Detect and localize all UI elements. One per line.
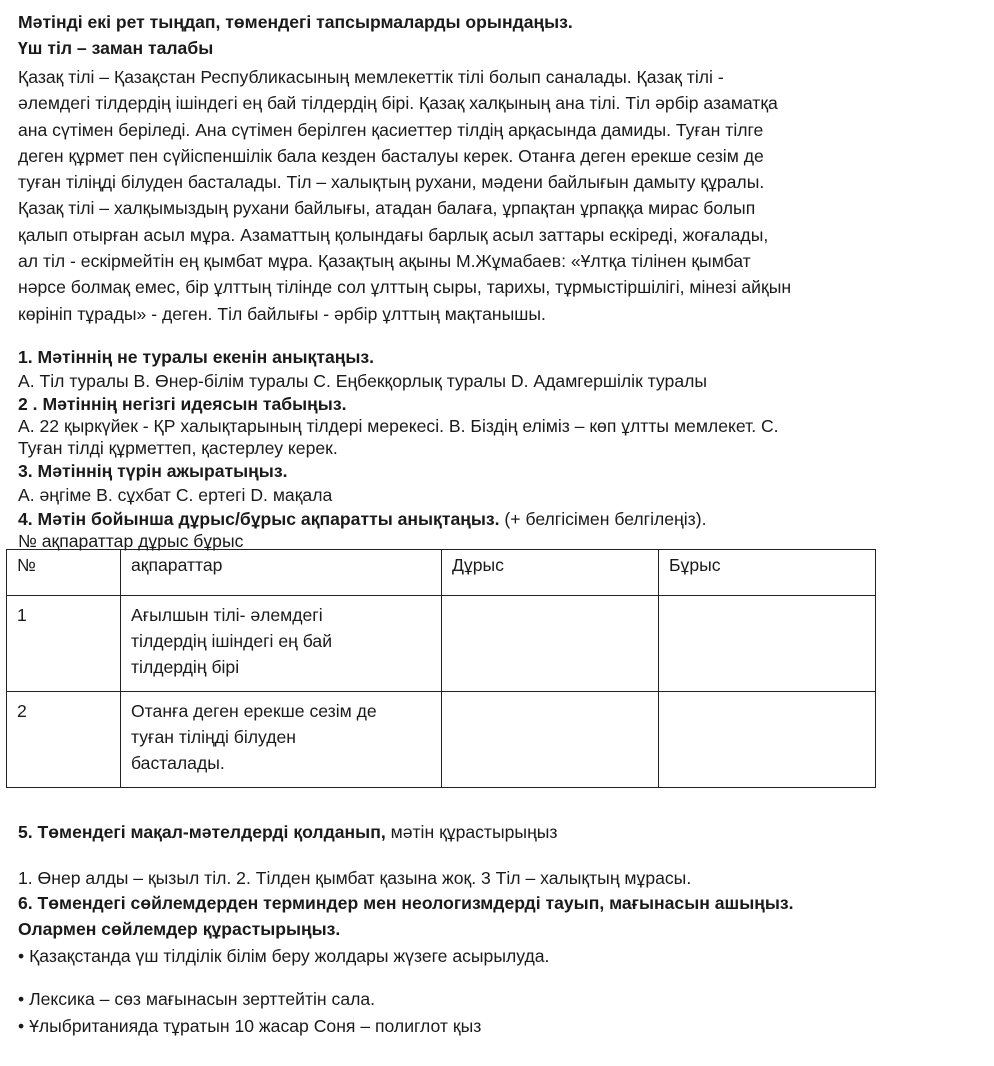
header-info: ақпараттар (121, 550, 442, 596)
text-line: туған тіліңді білуден басталады. Тіл – халықтың рухани, мәдени байлығын дамыту құралы. (18, 172, 765, 193)
task-5-title-bold: 5. Төмендегі мақал-мәтелдерді қолданып, (18, 822, 386, 842)
task-2-options: А. 22 қыркүйек - ҚР халықтарының тілдері мерекесі. В. Біздің еліміз – көп ұлтты мемлекет. С. (18, 416, 779, 436)
statement-line: туған тіліңді білуден (131, 727, 297, 747)
text-line: Қазақ тілі – халқымыздың рухани байлығы, атадан балаға, ұрпақтан ұрпаққа мирас болып (18, 198, 756, 219)
task-6-bullet: • Ұлыбританияда тұратын 10 жасар Соня – полиглот қыз (18, 1015, 481, 1037)
header-correct: Дұрыс (442, 550, 659, 596)
task-6-bullet: • Қазақстанда үш тілділік білім беру жолдары жүзеге асырылуда. (18, 945, 549, 967)
wrong-answer-cell[interactable] (659, 692, 876, 788)
statement-line: тілдердің ішіндегі ең бай (131, 631, 333, 651)
correct-answer-cell[interactable] (442, 596, 659, 692)
text-title: Үш тіл – заман талабы (18, 38, 214, 58)
task-2-title: 2 . Мәтіннің негізгі идеясын табыңыз. (18, 394, 347, 414)
reading-text (18, 64, 978, 327)
task-2-options-cont: Туған тілді құрметтеп, қастерлеу керек. (18, 438, 338, 458)
correct-answer-cell[interactable] (442, 692, 659, 788)
task-6-title: 6. Төмендегі сөйлемдерден терминдер мен неологизмдерді тауып, мағынасын ашыңыз. (18, 893, 794, 913)
true-false-table (6, 549, 876, 788)
header-number: № (7, 550, 121, 596)
row-statement (121, 596, 442, 692)
wrong-answer-cell[interactable] (659, 596, 876, 692)
row-number: 2 (7, 692, 121, 788)
statement-line: тілдердің бірі (131, 657, 240, 677)
text-line: әлемдегі тілдердің ішіндегі ең бай тілдердің бірі. Қазақ халқының ана тілі. Тіл әрбір азаматқа (18, 93, 778, 114)
header-wrong: Бұрыс (659, 550, 876, 596)
statement-line: Отанға деген ерекше сезім де (131, 701, 377, 721)
text-line: нәрсе болмақ емес, бір ұлттың тілінде сол ұлттың сыры, тарихы, тұрмыстіршілігі, мінезі айқын (18, 277, 792, 298)
task-5-proverbs: 1. Өнер алды – қызыл тіл. 2. Тілден қымбат қазына жоқ. 3 Тіл – халықтың мұрасы. (18, 868, 692, 888)
table-row (7, 692, 876, 788)
task-4-title (18, 508, 706, 530)
task-4-title-bold: 4. Мәтін бойынша дұрыс/бұрыс ақпаратты анықтаңыз. (18, 509, 500, 529)
task-1-options: А. Тіл туралы В. Өнер-білім туралы С. Еңбекқорлық туралы D. Адамгершілік туралы (18, 371, 708, 391)
table-row (7, 596, 876, 692)
task-4-title-note: (+ белгісімен белгілеңіз). (499, 509, 707, 529)
task-3-options: А. әңгіме В. сұхбат С. ертегі D. мақала (18, 485, 333, 505)
row-number: 1 (7, 596, 121, 692)
text-line: ал тіл - ескірмейтін ең қымбат мұра. Қазақтың ақыны М.Жұмабаев: «Ұлтқа тілінен қымбат (18, 251, 751, 272)
statement-line: басталады. (131, 753, 225, 773)
row-statement (121, 692, 442, 788)
instruction-heading: Мәтінді екі рет тыңдап, төмендегі тапсырмаларды орындаңыз. (18, 12, 573, 32)
text-line: деген құрмет пен сүйіспеншілік бала кезден басталуы керек. Отанға деген ерекше сезім де (18, 145, 764, 166)
task-6-title-cont: Олармен сөйлемдер құрастырыңыз. (18, 919, 341, 939)
task-1-title: 1. Мәтіннің не туралы екенін анықтаңыз. (18, 347, 375, 367)
task-5-title-rest: мәтін құрастырыңыз (385, 822, 558, 842)
text-line: Қазақ тілі – Қазақстан Республикасының мемлекеттік тілі болып саналады. Қазақ тілі - (18, 67, 724, 87)
text-line: қалып отырған асыл мұра. Азаматтың қолындағы барлық асыл заттары ескіреді, жоғалады, (18, 224, 769, 245)
task-6-bullet: • Лексика – сөз мағынасын зерттейтін сала. (18, 988, 375, 1010)
task-4-caption: № ақпараттар дұрыс бұрыс (18, 531, 244, 551)
text-line: көрініп тұрады» - деген. Тіл байлығы - әрбір ұлттың мақтанышы. (18, 303, 546, 324)
statement-line: Ағылшын тілі- әлемдегі (131, 605, 323, 625)
text-line: ана сүтімен беріледі. Ана сүтімен берілген қасиеттер тілдің арқасында дамиды. Туған тілге (18, 119, 764, 140)
task-3-title: 3. Мәтіннің түрін ажыратыңыз. (18, 461, 288, 481)
task-5-title (18, 821, 558, 843)
table-header-row (7, 550, 876, 596)
